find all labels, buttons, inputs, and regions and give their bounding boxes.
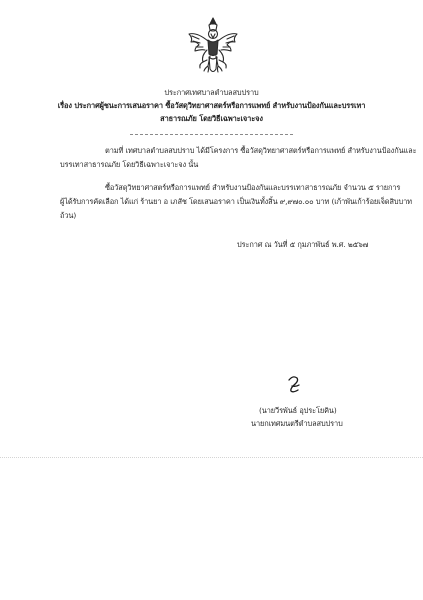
date-line: ประกาศ ณ วันที่ ๕ กุมภาพันธ์ พ.ศ. ๒๕๖๗	[237, 240, 369, 249]
paragraph-2-line-1: ซื้อวัสดุวิทยาศาสตร์หรือการแพทย์ สำหรับงานป้องกันและบรรเทาสาธารณภัย จำนวน ๕ รายการ	[105, 183, 401, 192]
paragraph-1-line-2: บรรเทาสาธารณภัย โดยวิธีเฉพาะเจาะจง นั้น	[60, 160, 199, 169]
garuda-emblem-icon	[183, 14, 243, 78]
signature-icon	[284, 374, 304, 396]
separator-line	[130, 134, 293, 135]
subject-line-2: สาธารณภัย โดยวิธีเฉพาะเจาะจง	[160, 114, 263, 123]
signatory-name: (นายวีรพันธ์ อุประโยคิน)	[259, 406, 337, 415]
paragraph-2-line-2: ผู้ได้รับการคัดเลือก ได้แก่ ร้านยา อ เภสัช โดยเสนอราคา เป็นเงินทั้งสิ้น ๙,๙๗๐.๐๐ บาท (เก้าพันเก้าร้อยเจ็ดสิบบาท	[60, 197, 412, 206]
issuer-line: ประกาศเทศบาลตำบลสบปราบ	[164, 88, 259, 97]
scan-artifact-line	[0, 457, 423, 458]
paragraph-1-line-1: ตามที่ เทศบาลตำบลสบปราบ ได้มีโครงการ ซื้อวัสดุวิทยาศาสตร์หรือการแพทย์ สำหรับงานป้องกันและ	[105, 146, 417, 155]
paragraph-2-line-3: ถ้วน)	[60, 211, 77, 220]
subject-line-1: เรื่อง ประกาศผู้ชนะการเสนอราคา ซื้อวัสดุวิทยาศาสตร์หรือการแพทย์ สำหรับงานป้องกันและบรรเทา	[57, 101, 366, 110]
signatory-title: นายกเทศมนตรีตำบลสบปราบ	[251, 419, 343, 428]
